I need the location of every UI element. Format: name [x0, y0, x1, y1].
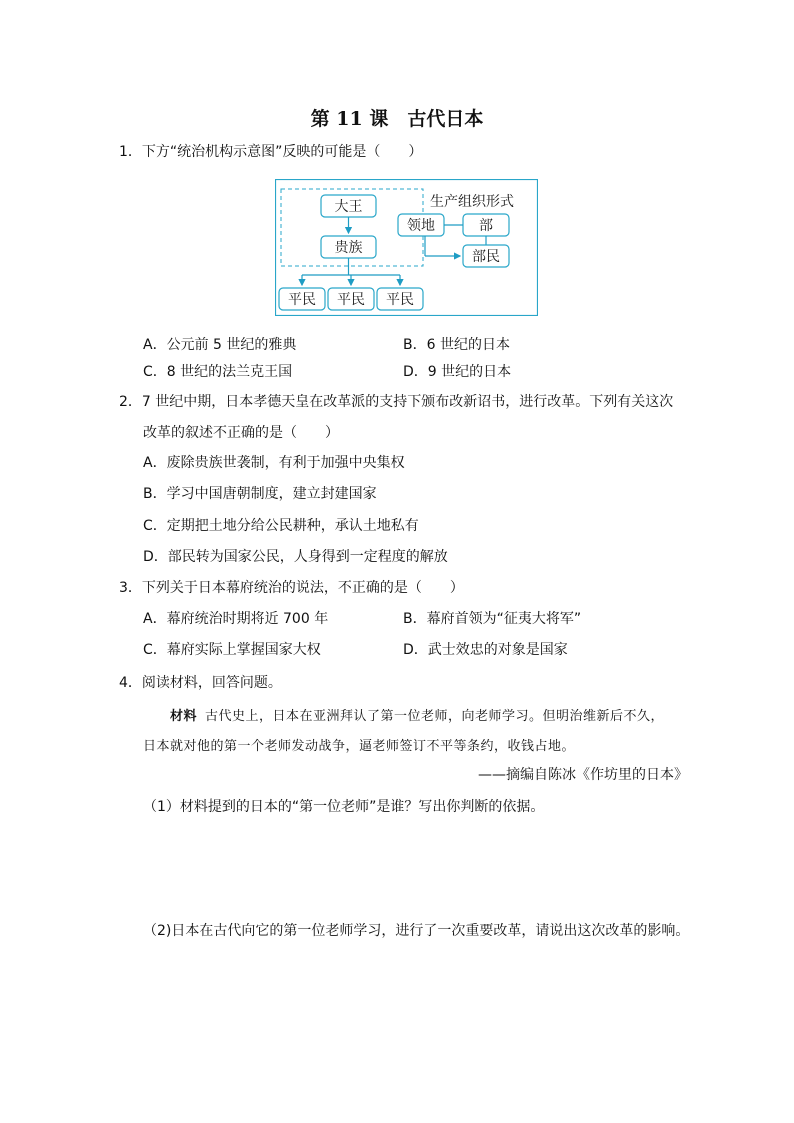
- question-2-option-b: B．学习中国唐朝制度，建立封建国家: [143, 486, 377, 502]
- node-commoner-2: 平民: [337, 292, 365, 308]
- question-1-stem: 1．下方“统治机构示意图”反映的可能是（ ）: [119, 144, 423, 160]
- question-4-sub-2: （2)日本在古代向它的第一位老师学习，进行了一次重要改革，请说出这次改革的影响。: [143, 923, 690, 939]
- node-clan: 部: [479, 218, 493, 234]
- node-king: 大王: [334, 199, 363, 215]
- node-territory: 领地: [407, 218, 435, 234]
- question-2-option-c: C．定期把土地分给公民耕种，承认土地私有: [143, 518, 419, 534]
- node-nobles: 贵族: [334, 240, 363, 256]
- node-commoner-1: 平民: [288, 292, 316, 308]
- question-4-sub-1: （1）材料提到的日本的“第一位老师”是谁？写出你判断的依据。: [143, 799, 545, 815]
- page-title: 第 11 课 古代日本: [310, 108, 484, 130]
- material-line-1: [170, 705, 664, 724]
- question-2-option-d: D．部民转为国家公民，人身得到一定程度的解放: [143, 549, 448, 565]
- question-3-option-b: B．幕府首领为“征夷大将军”: [403, 611, 582, 627]
- material-line-2: 日本就对他的第一个老师发动战争，逼老师签订不平等条约，收钱占地。: [143, 739, 576, 754]
- question-2-stem-line-2: 改革的叙述不正确的是（ ）: [143, 425, 339, 441]
- question-1-option-b: B．6 世纪的日本: [403, 337, 510, 353]
- question-1-option-c: C．8 世纪的法兰克王国: [143, 364, 293, 380]
- question-3-option-d: D．武士效忠的对象是国家: [403, 642, 568, 658]
- material-label: 材料: [170, 709, 198, 724]
- question-2-stem-line-1: 2．7 世纪中期，日本孝德天皇在改革派的支持下颁布改新诏书，进行改革。下列有关这次: [119, 394, 674, 410]
- material-source: ——摘编自陈冰《作坊里的日本》: [478, 767, 688, 783]
- question-1-option-a: A．公元前 5 世纪的雅典: [143, 337, 297, 353]
- governance-structure-diagram: [275, 179, 538, 316]
- question-4-stem: 4．阅读材料，回答问题。: [119, 675, 282, 691]
- question-3-option-c: C．幕府实际上掌握国家大权: [143, 642, 321, 658]
- group-label: 生产组织形式: [430, 194, 514, 210]
- node-clan-people: 部民: [472, 249, 500, 265]
- question-1-option-d: D．9 世纪的日本: [403, 364, 512, 380]
- question-3-option-a: A．幕府统治时期将近 700 年: [143, 611, 329, 627]
- question-2-option-a: A．废除贵族世袭制，有利于加强中央集权: [143, 455, 405, 471]
- material-text-1: 古代史上，日本在亚洲拜认了第一位老师，向老师学习。但明治维新后不久，: [205, 709, 665, 724]
- question-3-stem: 3．下列关于日本幕府统治的说法，不正确的是（ ）: [119, 580, 464, 596]
- node-commoner-3: 平民: [386, 292, 414, 308]
